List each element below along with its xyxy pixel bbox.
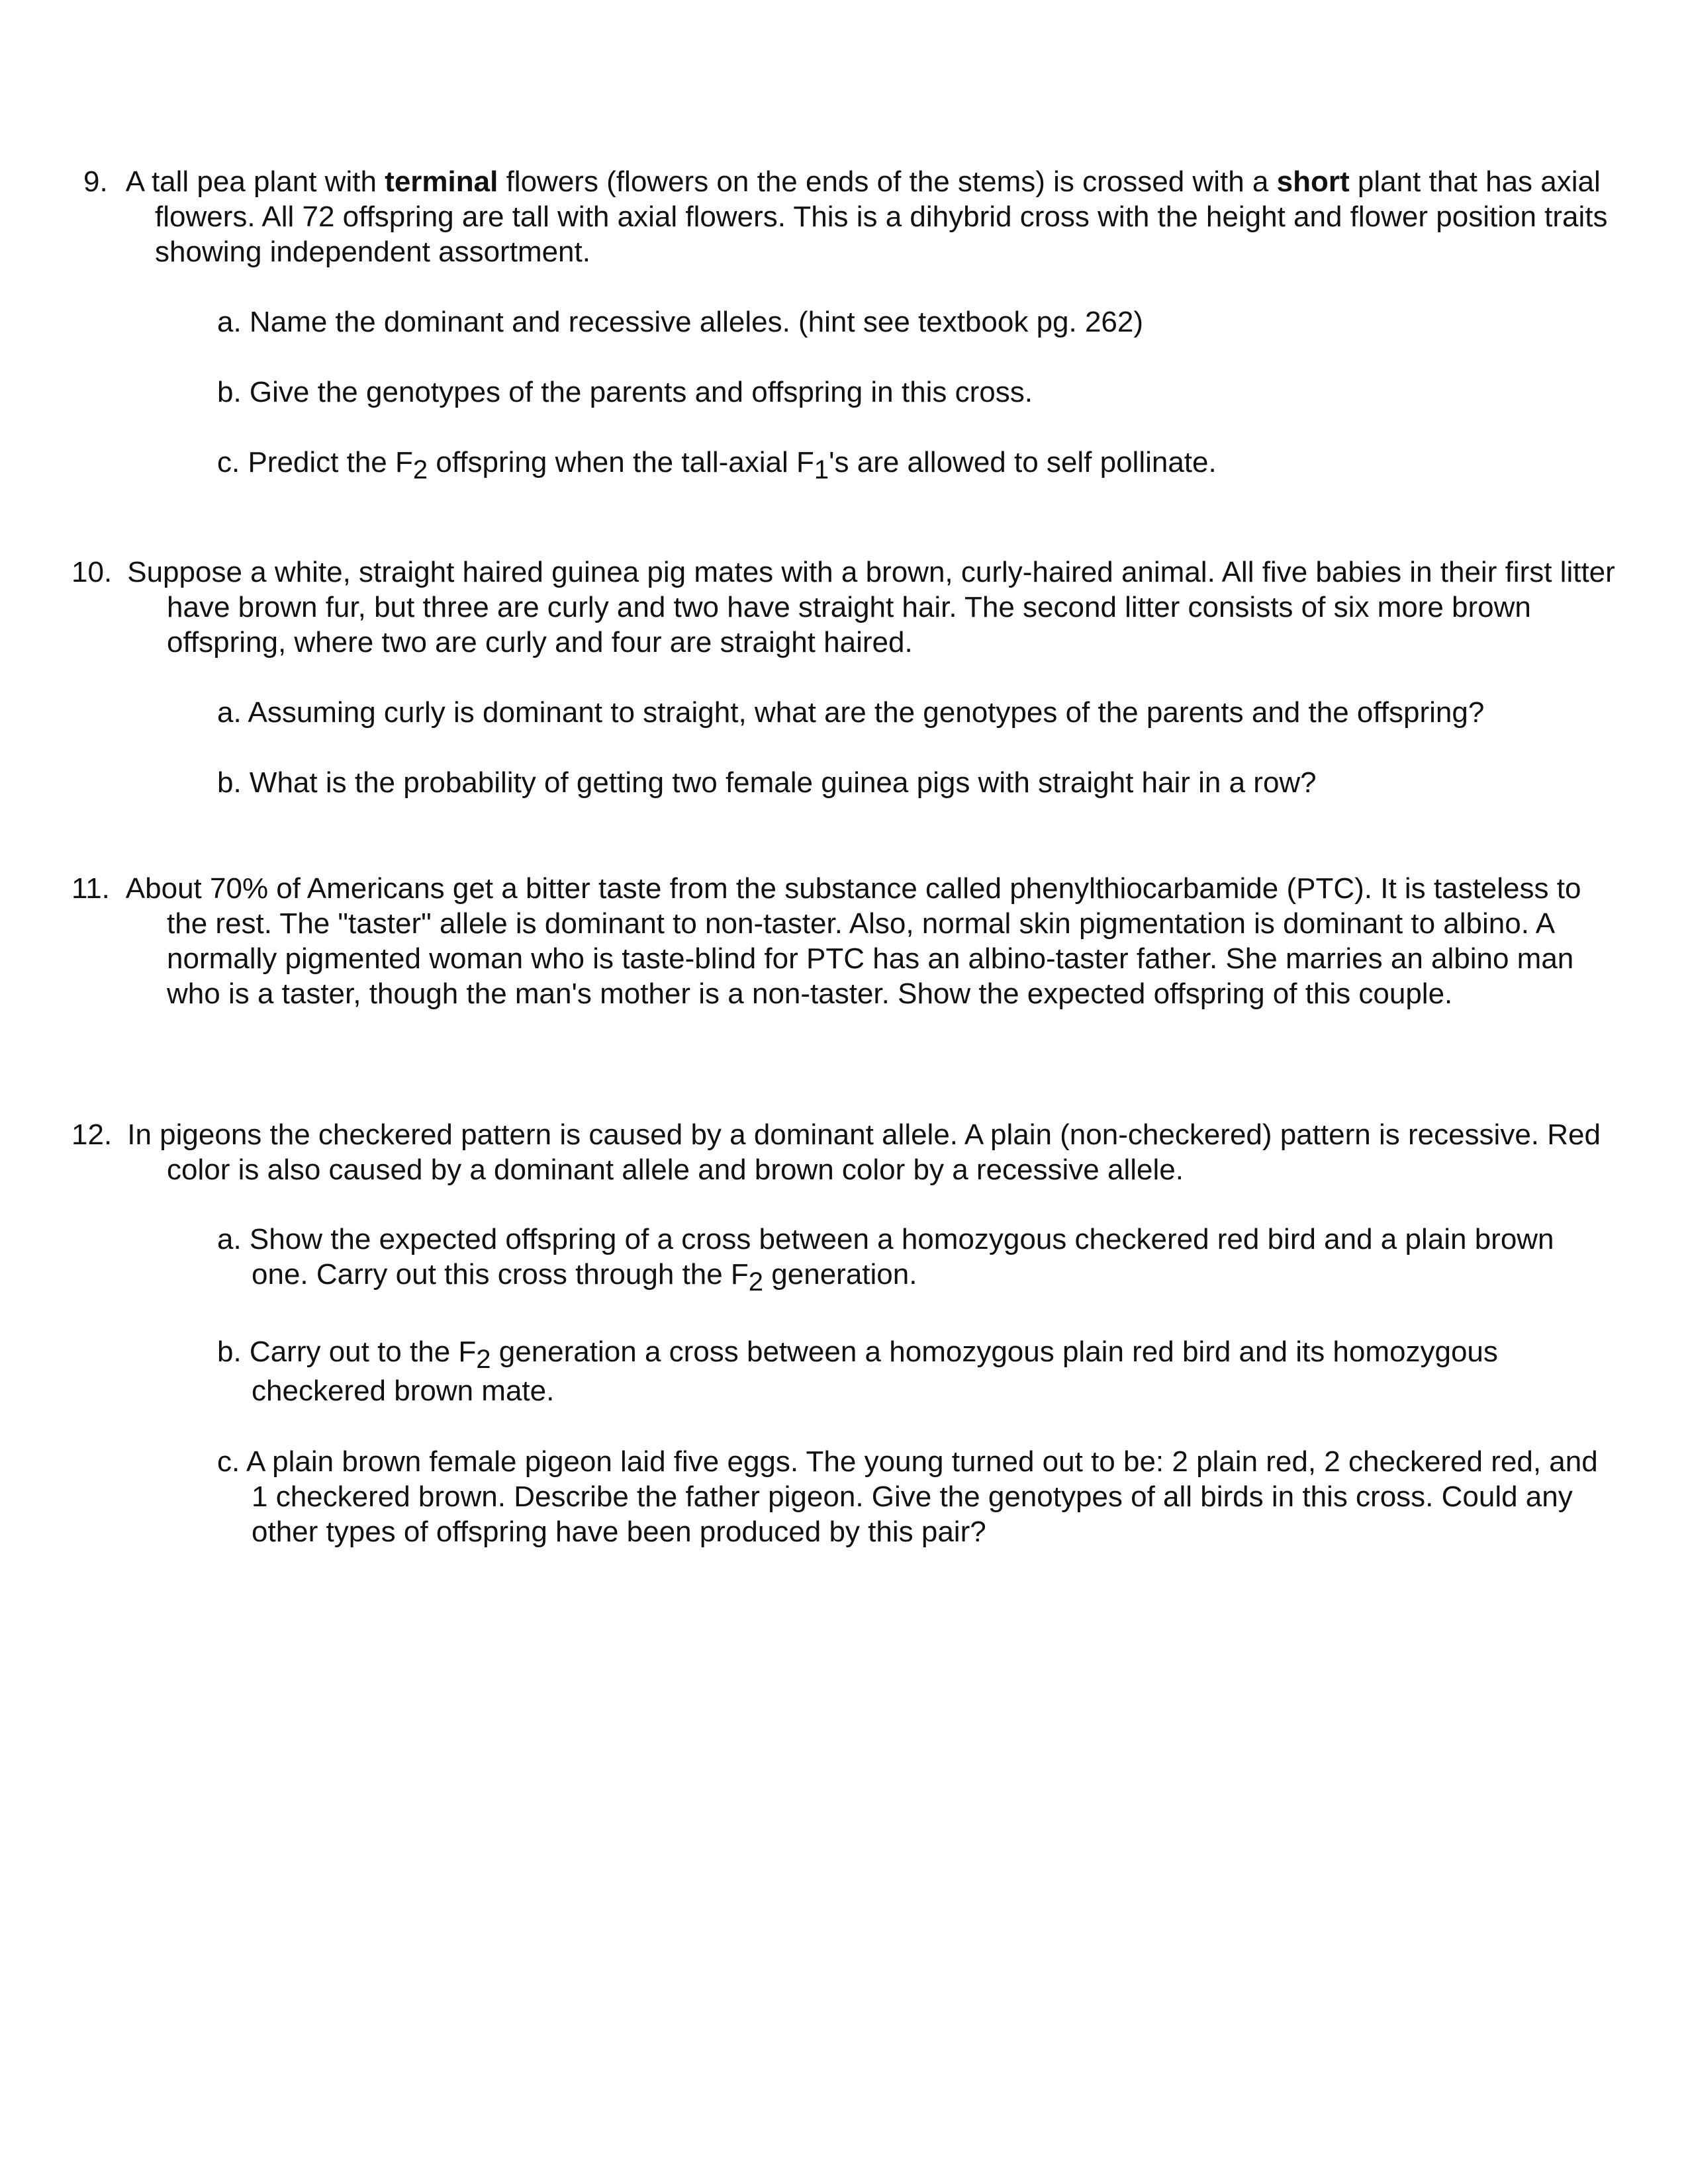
question-10a: a. Assuming curly is dominant to straight, what are the genotypes of the parents and the offspring? — [217, 696, 1485, 729]
question-12b-subscript-2: 2 — [476, 1345, 491, 1374]
question-9c-subscript-1: 1 — [814, 455, 829, 484]
question-10b: b. What is the probability of getting two female guinea pigs with straight hair in a row? — [217, 766, 1317, 799]
question-9b: b. Give the genotypes of the parents and offspring in this cross. — [217, 376, 1033, 408]
question-9-text-part-1: A tall pea plant with — [125, 165, 377, 198]
question-9-text-part-3: plant that has axial flowers. All 72 offspring are tall with axial flowers. This is a dihybrid cross with the height and flower position traits showing independent assortment. — [155, 165, 1608, 268]
question-12a-text-part-2: generation. — [771, 1258, 917, 1291]
question-10-text: Suppose a white, straight haired guinea pig mates with a brown, curly-haired animal. All five babies in their first litter have brown fur, but three are curly and two have straight hair. The second litter consists of six more brown offspring, where two are curly and four are straight haired. — [127, 556, 1615, 659]
question-9-bold-short: short — [1276, 165, 1350, 198]
question-12b-text-part-2: generation a cross between a homozygous plain red bird and its homozygous checkered brown mate. — [252, 1336, 1498, 1407]
question-12a-text-part-1: a. Show the expected offspring of a cross between a homozygous checkered red bird and a plain brown one. Carry out this cross through the F — [217, 1223, 1554, 1291]
question-12b — [217, 1332, 1615, 1410]
question-9-bold-terminal: terminal — [385, 165, 498, 198]
question-9-text-part-2: flowers (flowers on the ends of the stems) is crossed with a — [506, 165, 1269, 198]
question-12-text: In pigeons the checkered pattern is caused by a dominant allele. A plain (non-checkered) pattern is recessive. Red color is also caused by a dominant allele and brown color by a recessive allele. — [127, 1118, 1601, 1186]
question-11-text: About 70% of Americans get a bitter taste from the substance called phenylthiocarbamide (PTC). It is tasteless to the rest. The "taster" allele is dominant to non-taster. Also, normal skin pigmentation is dominant to albino. A normally pigmented woman who is taste-blind for PTC has an albino-taster father. She marries an albino man who is a taster, though the man's mother is a non-taster. Show the expected offspring of this couple. — [125, 872, 1581, 1010]
question-12b-text-part-1: b. Carry out to the F — [217, 1336, 477, 1368]
question-11: 11. About 70% of Americans get a bitter taste from the substance called phenylthiocarbamide (PTC). It is tasteless to the rest. The "taster" allele is dominant to non-taster. Also, normal skin pigmentation is dominant to albino. A normally pigmented woman who is taste-blind for PTC has an albino-taster father. She marries an albino man who is a taster, though the man's mother is a non-taster. Show the expected offspring of this couple. — [71, 872, 1581, 1010]
question-10: 10. Suppose a white, straight haired guinea pig mates with a brown, curly-haired animal. All five babies in their first litter have brown fur, but three are curly and two have straight hair. The second litter consists of six more brown offspring, where two are curly and four are straight haired. — [71, 556, 1615, 659]
question-9: 9. A tall pea plant with terminal flowers (flowers on the ends of the stems) is crossed with a short plant that has axial flowers. All 72 offspring are tall with axial flowers. This is a dihybrid cross with the height and flower position traits showing independent assortment. — [83, 165, 1608, 268]
question-9c-text-part-2: offspring when the tall-axial F — [436, 446, 814, 478]
question-12a-subscript-2: 2 — [748, 1267, 764, 1297]
question-9c-subscript-2: 2 — [412, 455, 428, 484]
question-9a: a. Name the dominant and recessive alleles. (hint see textbook pg. 262) — [217, 306, 1144, 338]
question-9c — [217, 445, 1615, 484]
question-9c-text-part-3: 's are allowed to self pollinate. — [829, 446, 1217, 478]
question-12: 12. In pigeons the checkered pattern is caused by a dominant allele. A plain (non-checkered) pattern is recessive. Red color is also caused by a dominant allele and brown color by a recessive allele. — [71, 1118, 1601, 1186]
question-12a — [217, 1222, 1615, 1297]
question-9c-text-part-1: c. Predict the F — [217, 446, 413, 478]
question-12c: c. A plain brown female pigeon laid five eggs. The young turned out to be: 2 plain red, 2 checkered red, and 1 checkered brown. Describe the father pigeon. Give the genotypes of all birds in this cross. Could any other types of offspring have been produced by this pair? — [217, 1445, 1598, 1548]
